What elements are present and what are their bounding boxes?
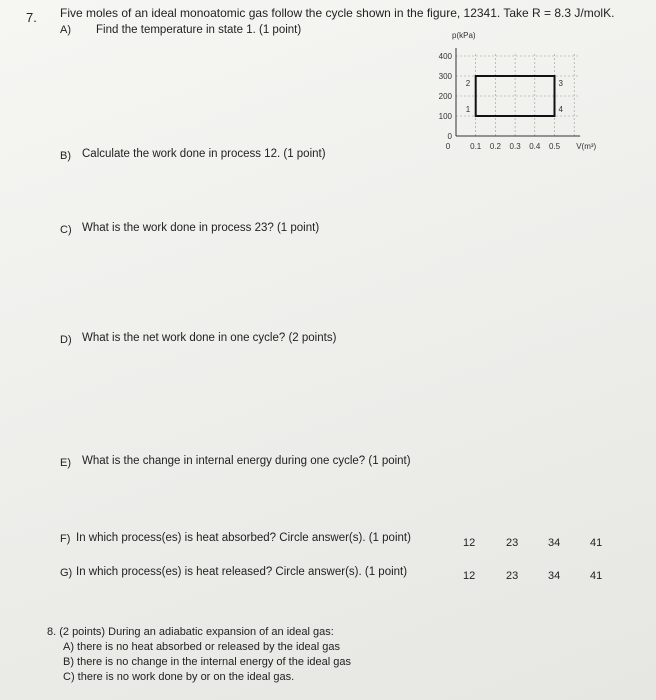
part-a-text: Find the temperature in state 1. (1 point)	[96, 24, 302, 36]
part-f-choice-41[interactable]: 41	[590, 537, 603, 549]
part-a-label: A)	[60, 24, 71, 36]
y-tick-label: 400	[438, 52, 452, 61]
problem-number: 7.	[26, 10, 37, 25]
part-d-text: What is the net work done in one cycle? (2 points)	[82, 332, 337, 344]
part-e-text: What is the change in internal energy during one cycle? (1 point)	[82, 455, 411, 467]
part-b-label: B)	[60, 150, 71, 162]
part-f-choice-34[interactable]: 34	[548, 537, 561, 549]
state-label-3: 3	[558, 79, 563, 88]
y-tick-label: 100	[438, 112, 452, 121]
part-d-label: D)	[60, 334, 72, 346]
x-tick-label: 0.1	[470, 142, 482, 151]
part-g-choice-34[interactable]: 34	[548, 570, 561, 582]
state-label-2: 2	[465, 79, 471, 88]
x-tick-label: 0.3	[509, 142, 521, 151]
y-tick-label: 0	[447, 132, 452, 141]
x-tick-label: 0.5	[548, 142, 561, 151]
state-label-4: 4	[558, 105, 563, 114]
state-label-1: 1	[465, 105, 471, 114]
x-tick-label: 0	[445, 142, 451, 151]
part-c-text: What is the work done in process 23? (1 point)	[82, 222, 320, 234]
part-f-choice-23[interactable]: 23	[506, 537, 519, 549]
part-g-choice-23[interactable]: 23	[506, 570, 519, 582]
part-e-label: E)	[60, 457, 71, 469]
pv-diagram	[420, 30, 650, 155]
y-axis-label: p(kPa)	[452, 31, 476, 40]
part-b-text: Calculate the work done in process 12. (1 point)	[82, 148, 326, 160]
part-g-label: G)	[60, 567, 73, 579]
part-f-label: F)	[60, 533, 71, 545]
part-g-choice-12[interactable]: 12	[463, 570, 476, 582]
x-tick-label: 0.2	[489, 142, 501, 151]
y-tick-label: 300	[438, 72, 452, 81]
part-f-choice-12[interactable]: 12	[463, 537, 476, 549]
problem8-option-b: B) there is no change in the internal energy of the ideal gas	[63, 656, 352, 668]
problem-header: Five moles of an ideal monoatomic gas follow the cycle shown in the figure, 12341. Take R = 8.3 J/molK.	[60, 6, 615, 20]
problem8-option-a: A) there is no heat absorbed or released by the ideal gas	[63, 641, 341, 653]
part-c-label: C)	[60, 224, 72, 236]
part-g-text: In which process(es) is heat released? Circle answer(s). (1 point)	[76, 566, 408, 578]
x-tick-label: 0.4	[529, 142, 541, 151]
problem8-header: 8. (2 points) During an adiabatic expansion of an ideal gas:	[47, 626, 334, 638]
part-g-choice-41[interactable]: 41	[590, 570, 603, 582]
problem8-option-c: C) there is no work done by or on the ideal gas.	[63, 671, 295, 683]
part-f-text: In which process(es) is heat absorbed? Circle answer(s). (1 point)	[76, 532, 411, 544]
x-axis-label: V(m³)	[576, 142, 597, 151]
y-tick-label: 200	[438, 92, 452, 101]
